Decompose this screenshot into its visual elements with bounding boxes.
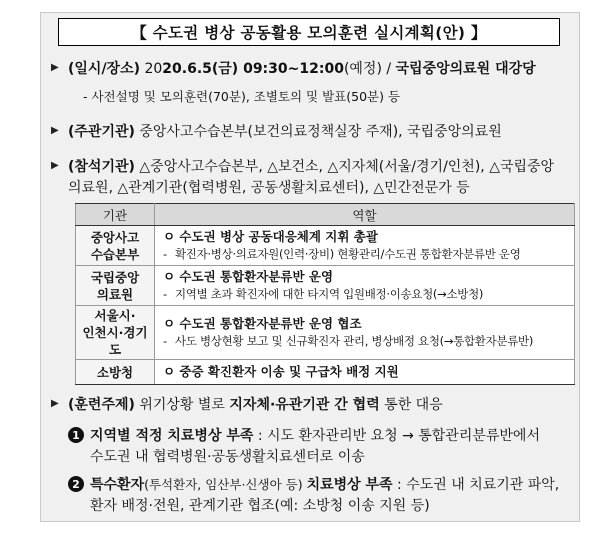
item2-normal1: (투석환자, 임산부·신생아 등) xyxy=(144,477,307,492)
table-row xyxy=(76,306,575,360)
schedule-date-prefix: 20 xyxy=(140,61,163,77)
item2-bold2: 치료병상 부족 xyxy=(306,477,393,493)
org-cell: 서울시· 인천시·경기도 xyxy=(76,306,155,360)
participants-line1 xyxy=(68,156,554,176)
role-cell xyxy=(155,226,575,266)
role-main: ㅇ 수도권 통합환자분류반 운영 협조 xyxy=(163,316,362,331)
table-row xyxy=(76,266,575,306)
roles-table xyxy=(75,203,575,385)
number-1-icon: 1 xyxy=(68,427,84,443)
item1-bold: 지역별 적정 치료병상 부족 xyxy=(90,428,254,444)
host-text: 중앙사고수습본부(보건의료정책실장 주재), 국립중앙의료원 xyxy=(134,124,502,140)
schedule-note: (예정) / xyxy=(343,61,396,77)
theme-bold: 지자체·유관기관 간 협력 xyxy=(229,397,380,413)
table-row xyxy=(76,226,575,266)
participants-label: (참석기관) xyxy=(68,159,135,175)
schedule-detail: - 사전설명 및 모의훈련(70분), 조별토의 및 발표(50분) 등 xyxy=(83,89,401,104)
role-cell xyxy=(155,360,575,385)
role-main: ㅇ 중증 확진환자 이송 및 구급차 배정 지원 xyxy=(163,364,399,379)
role-detail: - 지역별 초과 확진자에 대한 타지역 입원배정·이송요청(→소방청) xyxy=(163,287,484,301)
role-detail: - 확진자·병상·의료자원(인력·장비) 현황관리/수도권 통합환자분류반 운영 xyxy=(163,247,521,261)
role-main: ㅇ 수도권 통합환자분류반 운영 xyxy=(163,269,334,284)
theme-pre: 위기상황 별로 xyxy=(134,397,230,413)
plan-panel xyxy=(40,12,580,522)
number-2-icon: 2 xyxy=(68,476,84,492)
bullet-icon: ▶ xyxy=(51,125,59,136)
item1-line1 xyxy=(90,425,540,445)
header-role: 역할 xyxy=(155,204,575,226)
schedule-label: (일시/장소) xyxy=(68,61,141,77)
bullet-icon: ▶ xyxy=(51,160,59,171)
item2-rest: : 수도권 내 치료기관 파악, xyxy=(392,477,560,493)
table-header-row xyxy=(76,204,575,226)
schedule-venue: 국립중앙의료원 대강당 xyxy=(395,61,536,77)
table-row xyxy=(76,360,575,385)
theme-post: 통한 대응 xyxy=(379,397,443,413)
header-org: 기관 xyxy=(76,204,155,226)
item1-rest: : 시도 환자관리반 요청 → 통합관리분류반에서 xyxy=(253,428,540,444)
bullet-icon: ▶ xyxy=(51,398,59,409)
schedule-line xyxy=(68,58,536,78)
theme-line xyxy=(68,394,443,414)
org-cell: 국립중앙 의료원 xyxy=(76,266,155,306)
org-cell: 중앙사고 수습본부 xyxy=(76,226,155,266)
item2-line2: 환자 배정·전원, 관계기관 협조(예: 소방청 이송 지원 등) xyxy=(90,498,430,514)
item2-bold1: 특수환자 xyxy=(90,477,145,493)
schedule-date: 20.6.5(금) 09:30~12:00 xyxy=(162,61,344,77)
org-cell: 소방청 xyxy=(76,360,155,385)
theme-label: (훈련주제) xyxy=(68,397,135,413)
participants-text1: △중앙사고수습본부, △보건소, △지자체(서울/경기/인천), △국립중앙 xyxy=(134,159,555,175)
role-cell xyxy=(155,266,575,306)
item2-line1 xyxy=(90,474,559,494)
document-title: 【 수도권 병상 공동활용 모의훈련 실시계획(안) 】 xyxy=(58,18,560,46)
role-cell xyxy=(155,306,575,360)
role-main: ㅇ 수도권 병상 공동대응체계 지휘 총괄 xyxy=(163,229,378,244)
participants-line2: 의료원, △관계기관(협력병원, 공동생활치료센터), △민간전문가 등 xyxy=(68,180,470,196)
role-detail: - 사도 병상현황 보고 및 신규확진자 관리, 병상배정 요청(→통합환자분류반) xyxy=(163,334,534,348)
host-label: (주관기관) xyxy=(68,124,135,140)
host-line xyxy=(68,121,502,141)
item1-line2: 수도권 내 협력병원·공동생활치료센터로 이송 xyxy=(90,449,365,465)
bullet-icon: ▶ xyxy=(51,62,59,73)
